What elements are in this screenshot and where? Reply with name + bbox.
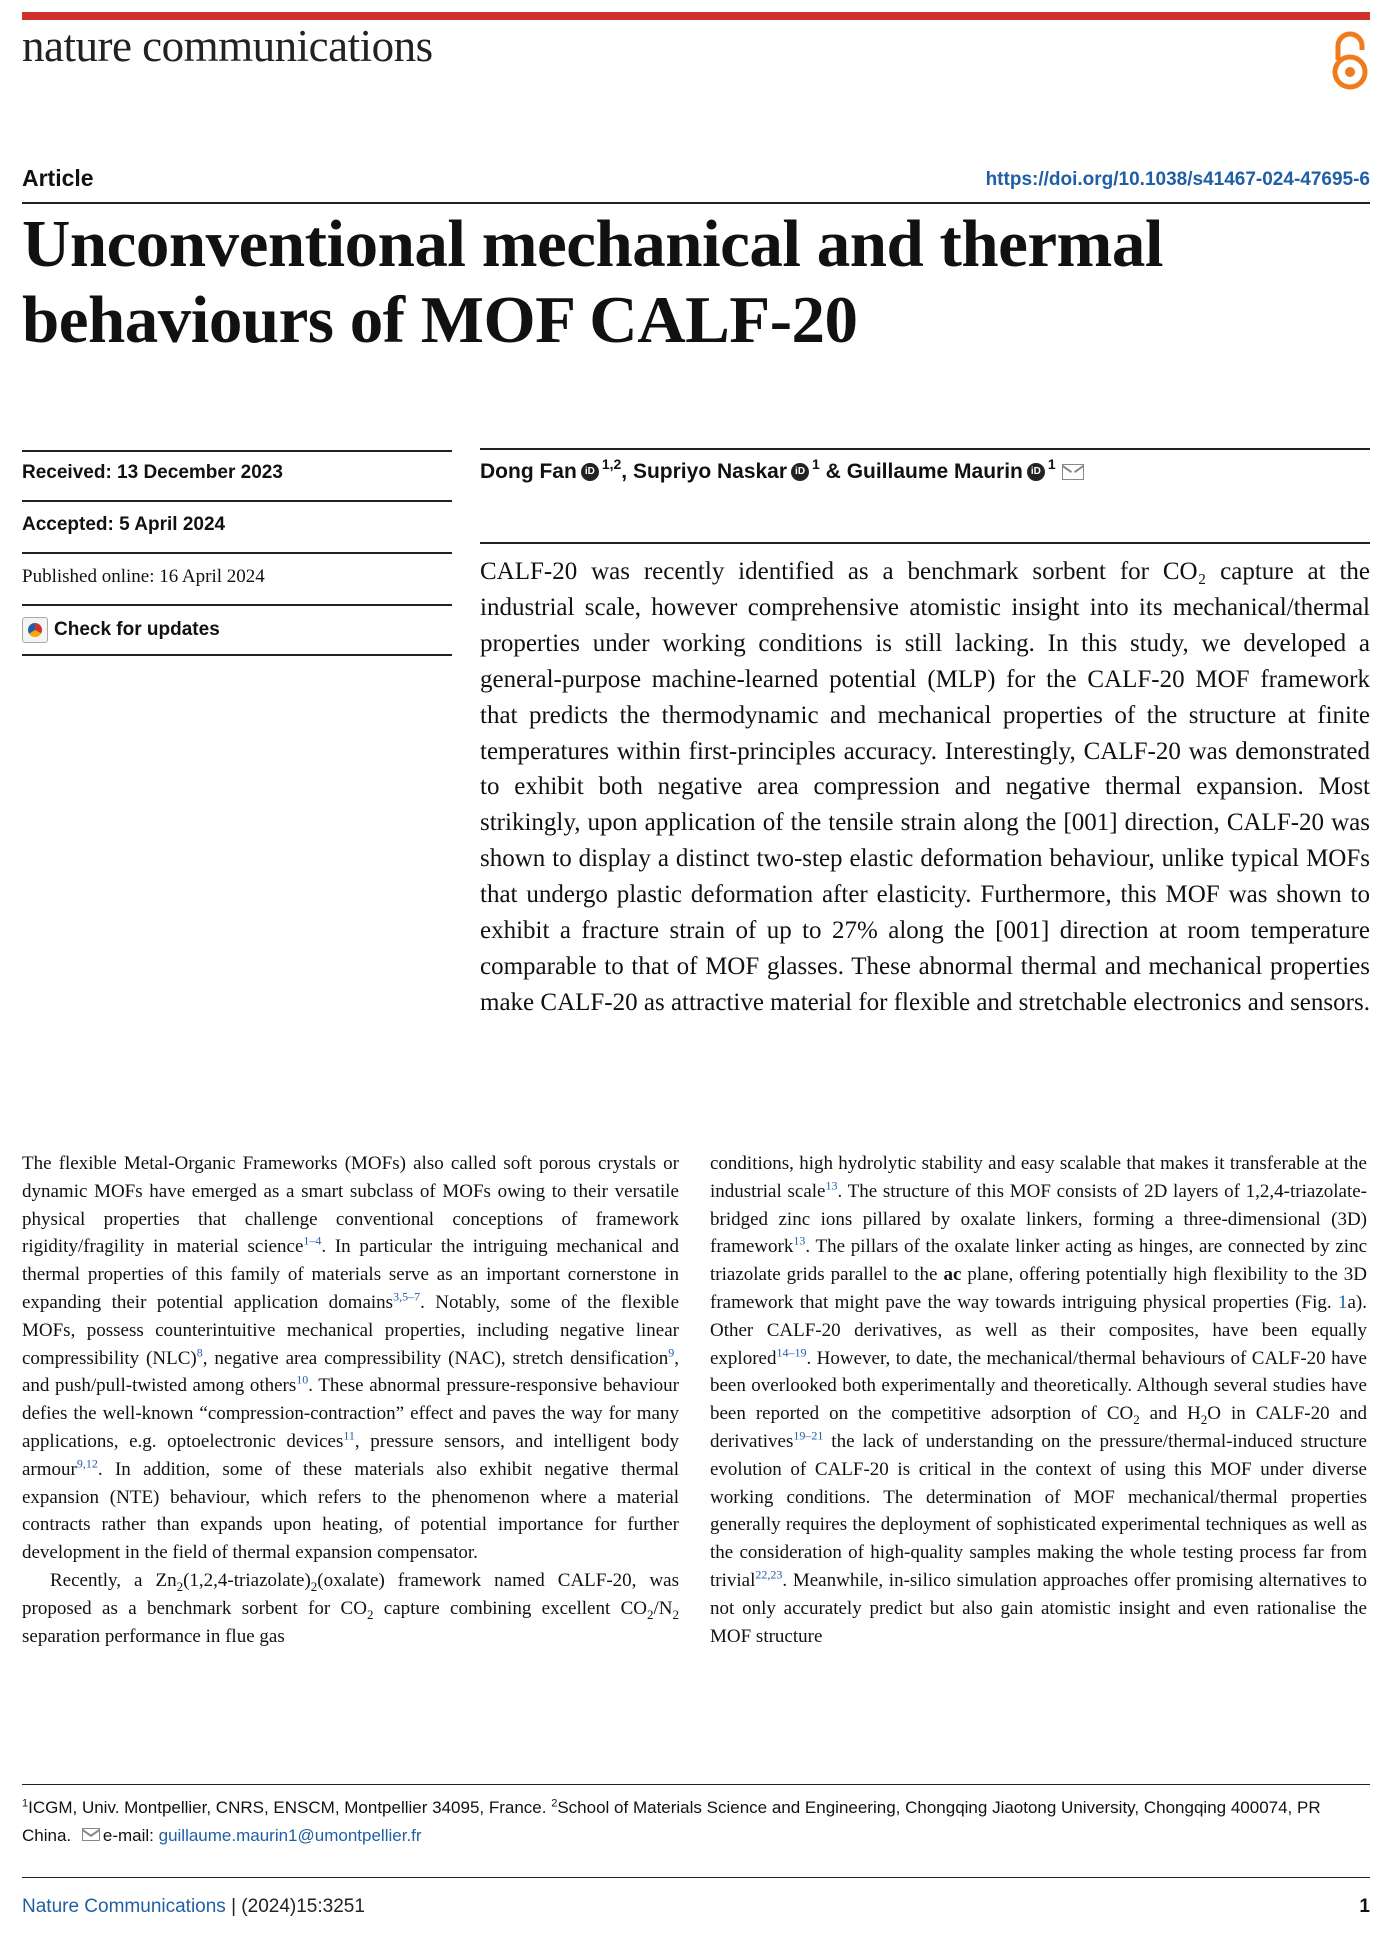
text-run: capture combining excellent CO [373, 1597, 647, 1619]
author-name: Dong Fan [480, 460, 577, 483]
text-run: The flexible Metal-Organic Frameworks (MOFs) also called soft porous crystals or dynamic MOFs have emerged as a smart subclass of MOFs owing to their versatile physical properties that challenge conventional conceptions of framework rigidity/fragility in material science [22, 1153, 679, 1258]
meta-divider [22, 654, 452, 656]
footer-journal-name: Nature Communications [22, 1896, 226, 1917]
body-paragraph [22, 1567, 679, 1650]
abstract-divider [480, 542, 1370, 544]
text-run: /N [653, 1597, 673, 1619]
text-run: . However, to date, the mechanical/thermal behaviours of CALF-20 have been overlooked both experimentally and theoretically. Although several studies have been reported on the competitive adsorption of CO [710, 1347, 1367, 1425]
subscript: 2 [310, 1578, 318, 1594]
authors-divider [480, 448, 1370, 450]
article-type: Article [22, 165, 94, 191]
affiliation-text: e-mail: [102, 1826, 159, 1845]
author-separator: & [819, 460, 847, 483]
reference-link[interactable]: 22,23 [755, 1567, 783, 1582]
top-accent-bar [22, 12, 1370, 20]
check-updates-label: Check for updates [54, 619, 220, 640]
reference-link[interactable]: 10 [296, 1373, 309, 1388]
text-run: plane, offering potentially high flexibility to the 3D framework that might pave the way towards intriguing physical properties (Fig. [710, 1264, 1367, 1313]
text-run: . Meanwhile, in-silico simulation approaches offer promising alternatives to not only accurately predict but also gain atomistic insight and even rationalise the MOF structure [710, 1569, 1367, 1647]
email-icon [82, 1828, 100, 1841]
text-run: separation performance in flue gas [22, 1625, 285, 1647]
accepted-date: Accepted: 5 April 2024 [22, 514, 226, 535]
text-run: . The structure of this MOF consists of 2D layers of 1,2,4-triazolate-bridged zinc ions pillared by oxalate linkers, forming a three-dimensional (3D) framework [710, 1180, 1367, 1258]
reference-link[interactable]: 1–4 [303, 1234, 322, 1249]
orcid-icon[interactable]: iD [581, 463, 599, 481]
published-date: Published online: 16 April 2024 [22, 566, 265, 587]
body-column-right [710, 1150, 1367, 1650]
reference-link[interactable]: 13 [793, 1234, 806, 1249]
body-column-left [22, 1150, 679, 1650]
subscript: 2 [176, 1578, 184, 1594]
subscript: 2 [672, 1606, 679, 1622]
author-separator: , [621, 460, 633, 483]
text-run: O in CALF-20 and derivatives [710, 1403, 1367, 1452]
figure-link[interactable]: 1 [1337, 1291, 1348, 1313]
text-run: , pressure sensors, and intelligent body armour [22, 1430, 679, 1480]
text-run: (1,2,4-triazolate) [183, 1569, 311, 1591]
footnote-divider [22, 1784, 1370, 1785]
email-link[interactable]: guillaume.maurin1@umontpellier.fr [158, 1826, 422, 1845]
text-run: , negative area compressibility (NAC), stretch densification [202, 1347, 669, 1369]
header-divider [22, 202, 1370, 204]
author-list [480, 456, 1084, 484]
text-run: (oxalate) framework named CALF-20, was proposed as a benchmark sorbent for CO [22, 1569, 679, 1619]
reference-link[interactable]: 13 [825, 1178, 838, 1193]
subscript: 2 [366, 1606, 374, 1622]
subscript: 2 [1200, 1411, 1208, 1427]
meta-divider [22, 500, 452, 502]
text-run: , and push/pull-twisted among others [22, 1347, 679, 1397]
meta-divider [22, 552, 452, 554]
subscript: 2 [647, 1606, 654, 1622]
text-run: . In addition, some of these materials also exhibit negative thermal expansion (NTE) behaviour, which refers to the phenomenon where a material contracts rather than expands upon heating, of potential importance for further development in the field of thermal expansion compensator. [22, 1458, 679, 1564]
text-run: the lack of understanding on the pressure/thermal-induced structure evolution of CALF-20 is critical in the context of using this MOF under diverse working conditions. The determination of MOF mechanical/thermal properties generally requires the deployment of sophisticated experimental techniques as well as the consideration of high-quality samples making the whole testing process far from trivial [710, 1430, 1367, 1591]
affiliation-marker: 1,2 [601, 456, 622, 472]
footer-citation [22, 1896, 365, 1918]
body-paragraph [710, 1150, 1367, 1650]
bold-term: ac [943, 1264, 962, 1286]
reference-link[interactable]: 14–19 [776, 1345, 807, 1360]
journal-name: nature communications [22, 21, 433, 71]
footer-divider [22, 1877, 1370, 1878]
affiliation-marker: 1 [1047, 456, 1056, 472]
orcid-icon[interactable]: iD [791, 463, 809, 481]
abstract: CALF-20 was recently identified as a benchmark sorbent for CO₂ capture at the industrial scale, however comprehensive atomistic insight into its mechanical/thermal properties under working conditions is still lacking. In this study, we developed a general-purpose machine-learned potential (MLP) for the CALF-20 MOF framework that predicts the thermodynamic and mechanical properties of the structure at finite temperatures within first-principles accuracy. Interestingly, CALF-20 was demonstrated to exhibit both negative area compression and negative thermal expansion. Most strikingly, upon application of the tensile strain along the [001] direction, CALF-20 was shown to display a distinct two-step elastic deformation behaviour, unlike typical MOFs that undergo plastic deformation after elasticity. Furthermore, this MOF was shown to exhibit a fracture strain of up to 27% along the [001] direction at room temperature comparable to that of MOF glasses. These abnormal thermal and mechanical properties make CALF-20 as attractive material for flexible and stretchable electronics and sensors. [480, 558, 1370, 1016]
affiliation-marker: 1 [812, 456, 820, 472]
affiliations [22, 1794, 1362, 1850]
doi-link[interactable]: https://doi.org/10.1038/s41467-024-47695-6 [985, 169, 1370, 190]
reference-link[interactable]: 19–21 [793, 1428, 824, 1443]
reference-link[interactable]: 11 [343, 1428, 355, 1443]
body-paragraph [22, 1150, 679, 1567]
affiliation-marker: 1 [22, 1797, 29, 1810]
text-run: Recently, a Zn [50, 1569, 177, 1591]
meta-divider [22, 604, 452, 606]
page-number: 1 [1359, 1896, 1370, 1917]
subscript: 2 [1133, 1411, 1140, 1427]
affiliation-text: ICGM, Univ. Montpellier, CNRS, ENSCM, Montpellier 34095, France. [28, 1798, 552, 1817]
orcid-icon[interactable]: iD [1027, 463, 1045, 481]
text-run: . Notably, some of the flexible MOFs, possess counterintuitive mechanical properties, including negative linear compressibility (NLC) [22, 1291, 680, 1369]
received-date: Received: 13 December 2023 [22, 462, 283, 483]
text-run: . These abnormal pressure-responsive behaviour defies the well-known “compression-contraction” effect and paves the way for many applications, e.g. optoelectronic devices [22, 1375, 679, 1452]
email-icon[interactable] [1062, 464, 1084, 480]
affiliation-marker: 2 [551, 1797, 558, 1810]
reference-link[interactable]: 8 [196, 1345, 203, 1360]
reference-link[interactable]: 9,12 [76, 1456, 98, 1471]
reference-link[interactable]: 9 [668, 1345, 675, 1360]
reference-link[interactable]: 3,5–7 [393, 1289, 421, 1304]
text-run: and H [1139, 1403, 1201, 1425]
text-run: . In particular the intriguing mechanical and thermal properties of this family of materials serve as an important cornerstone in expanding their potential application domains [22, 1236, 679, 1313]
meta-divider [22, 450, 452, 452]
footer-volume: | (2024)15:3251 [225, 1896, 365, 1917]
author-name: Guillaume Maurin [846, 460, 1023, 483]
check-updates-icon [22, 617, 48, 643]
article-title: Unconventional mechanical and thermal behaviours of MOF CALF-20 [22, 207, 1163, 357]
text-run: conditions, high hydrolytic stability and easy scalable that makes it transferable at the industrial scale [710, 1153, 1367, 1202]
text-run: . The pillars of the oxalate linker acting as hinges, are connected by zinc triazolate grids parallel to the [710, 1236, 1367, 1286]
text-run: a). Other CALF-20 derivatives, as well as their composites, have been equally explored [710, 1291, 1367, 1369]
affiliation-text: School of Materials Science and Engineering, Chongqing Jiaotong University, Chongqing 400074, PR China. [22, 1798, 1321, 1845]
author-name: Supriyo Naskar [632, 460, 788, 483]
check-for-updates-button[interactable] [22, 617, 220, 643]
open-access-icon [1328, 28, 1372, 94]
